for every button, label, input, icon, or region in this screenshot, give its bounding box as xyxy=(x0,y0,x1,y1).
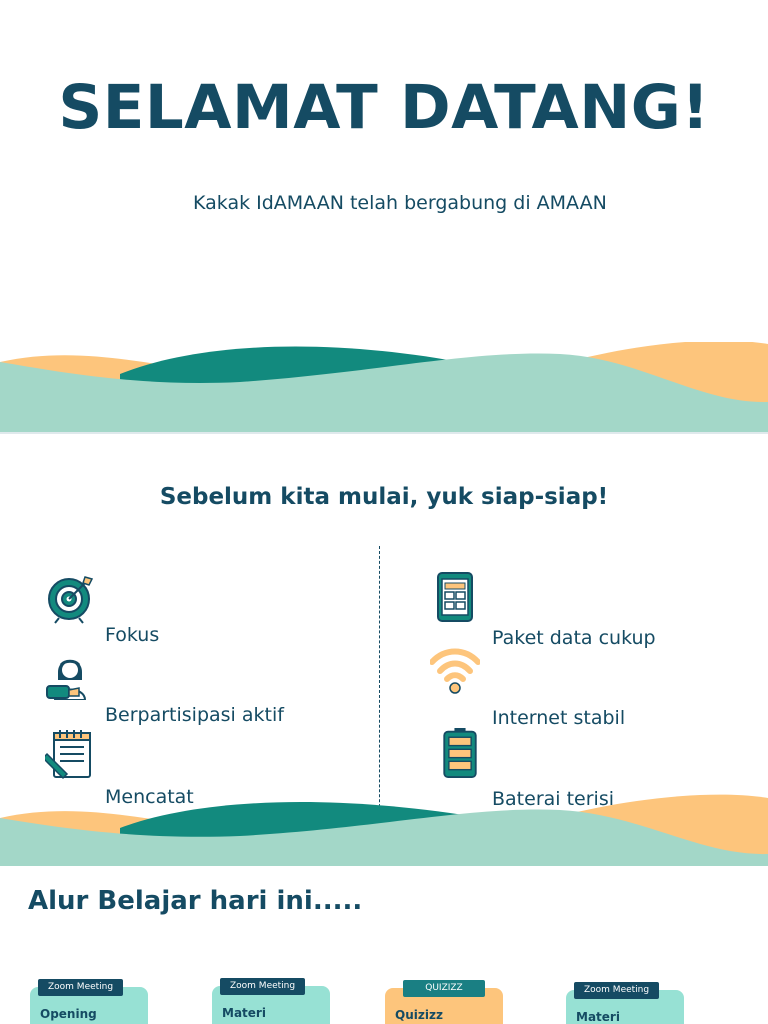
preparation-title: Sebelum kita mulai, yuk siap-siap! xyxy=(159,484,609,510)
flow-card-opening xyxy=(30,982,148,1024)
wave-decoration xyxy=(0,342,768,432)
item-fokus: Fokus xyxy=(105,624,160,646)
flow-card-quizizz xyxy=(385,983,503,1024)
flow-card-materi-2 xyxy=(566,985,684,1024)
item-mencatat: Mencatat xyxy=(105,786,194,808)
participant-icon xyxy=(45,650,95,700)
target-icon xyxy=(45,574,95,624)
item-paket-data: Paket data cukup xyxy=(492,627,656,649)
flow-card-materi-1 xyxy=(212,981,330,1024)
item-berpartisipasi: Berpartisipasi aktif xyxy=(105,704,284,726)
welcome-slide xyxy=(0,0,768,432)
card-tag: Zoom Meeting xyxy=(574,982,659,999)
preparation-slide xyxy=(0,434,768,866)
welcome-title: SELAMAT DATANG! xyxy=(58,72,710,143)
welcome-subtitle: Kakak IdAMAAN telah bergabung di AMAAN xyxy=(193,192,607,214)
battery-icon xyxy=(435,728,485,778)
flow-title: Alur Belajar hari ini..... xyxy=(28,886,363,916)
item-baterai: Baterai terisi xyxy=(492,788,614,810)
card-title: Quizizz xyxy=(395,1008,443,1022)
phone-icon xyxy=(430,572,480,622)
item-internet: Internet stabil xyxy=(492,707,626,729)
wifi-icon xyxy=(430,646,480,696)
card-tag: Zoom Meeting xyxy=(220,978,305,995)
card-title: Opening xyxy=(40,1007,97,1021)
card-title: Materi xyxy=(222,1006,266,1020)
card-tag: Zoom Meeting xyxy=(38,979,123,996)
notepad-icon xyxy=(45,730,95,780)
learning-flow-slide xyxy=(0,866,768,1024)
card-tag: QUIZIZZ xyxy=(403,980,485,997)
card-title: Materi xyxy=(576,1010,620,1024)
